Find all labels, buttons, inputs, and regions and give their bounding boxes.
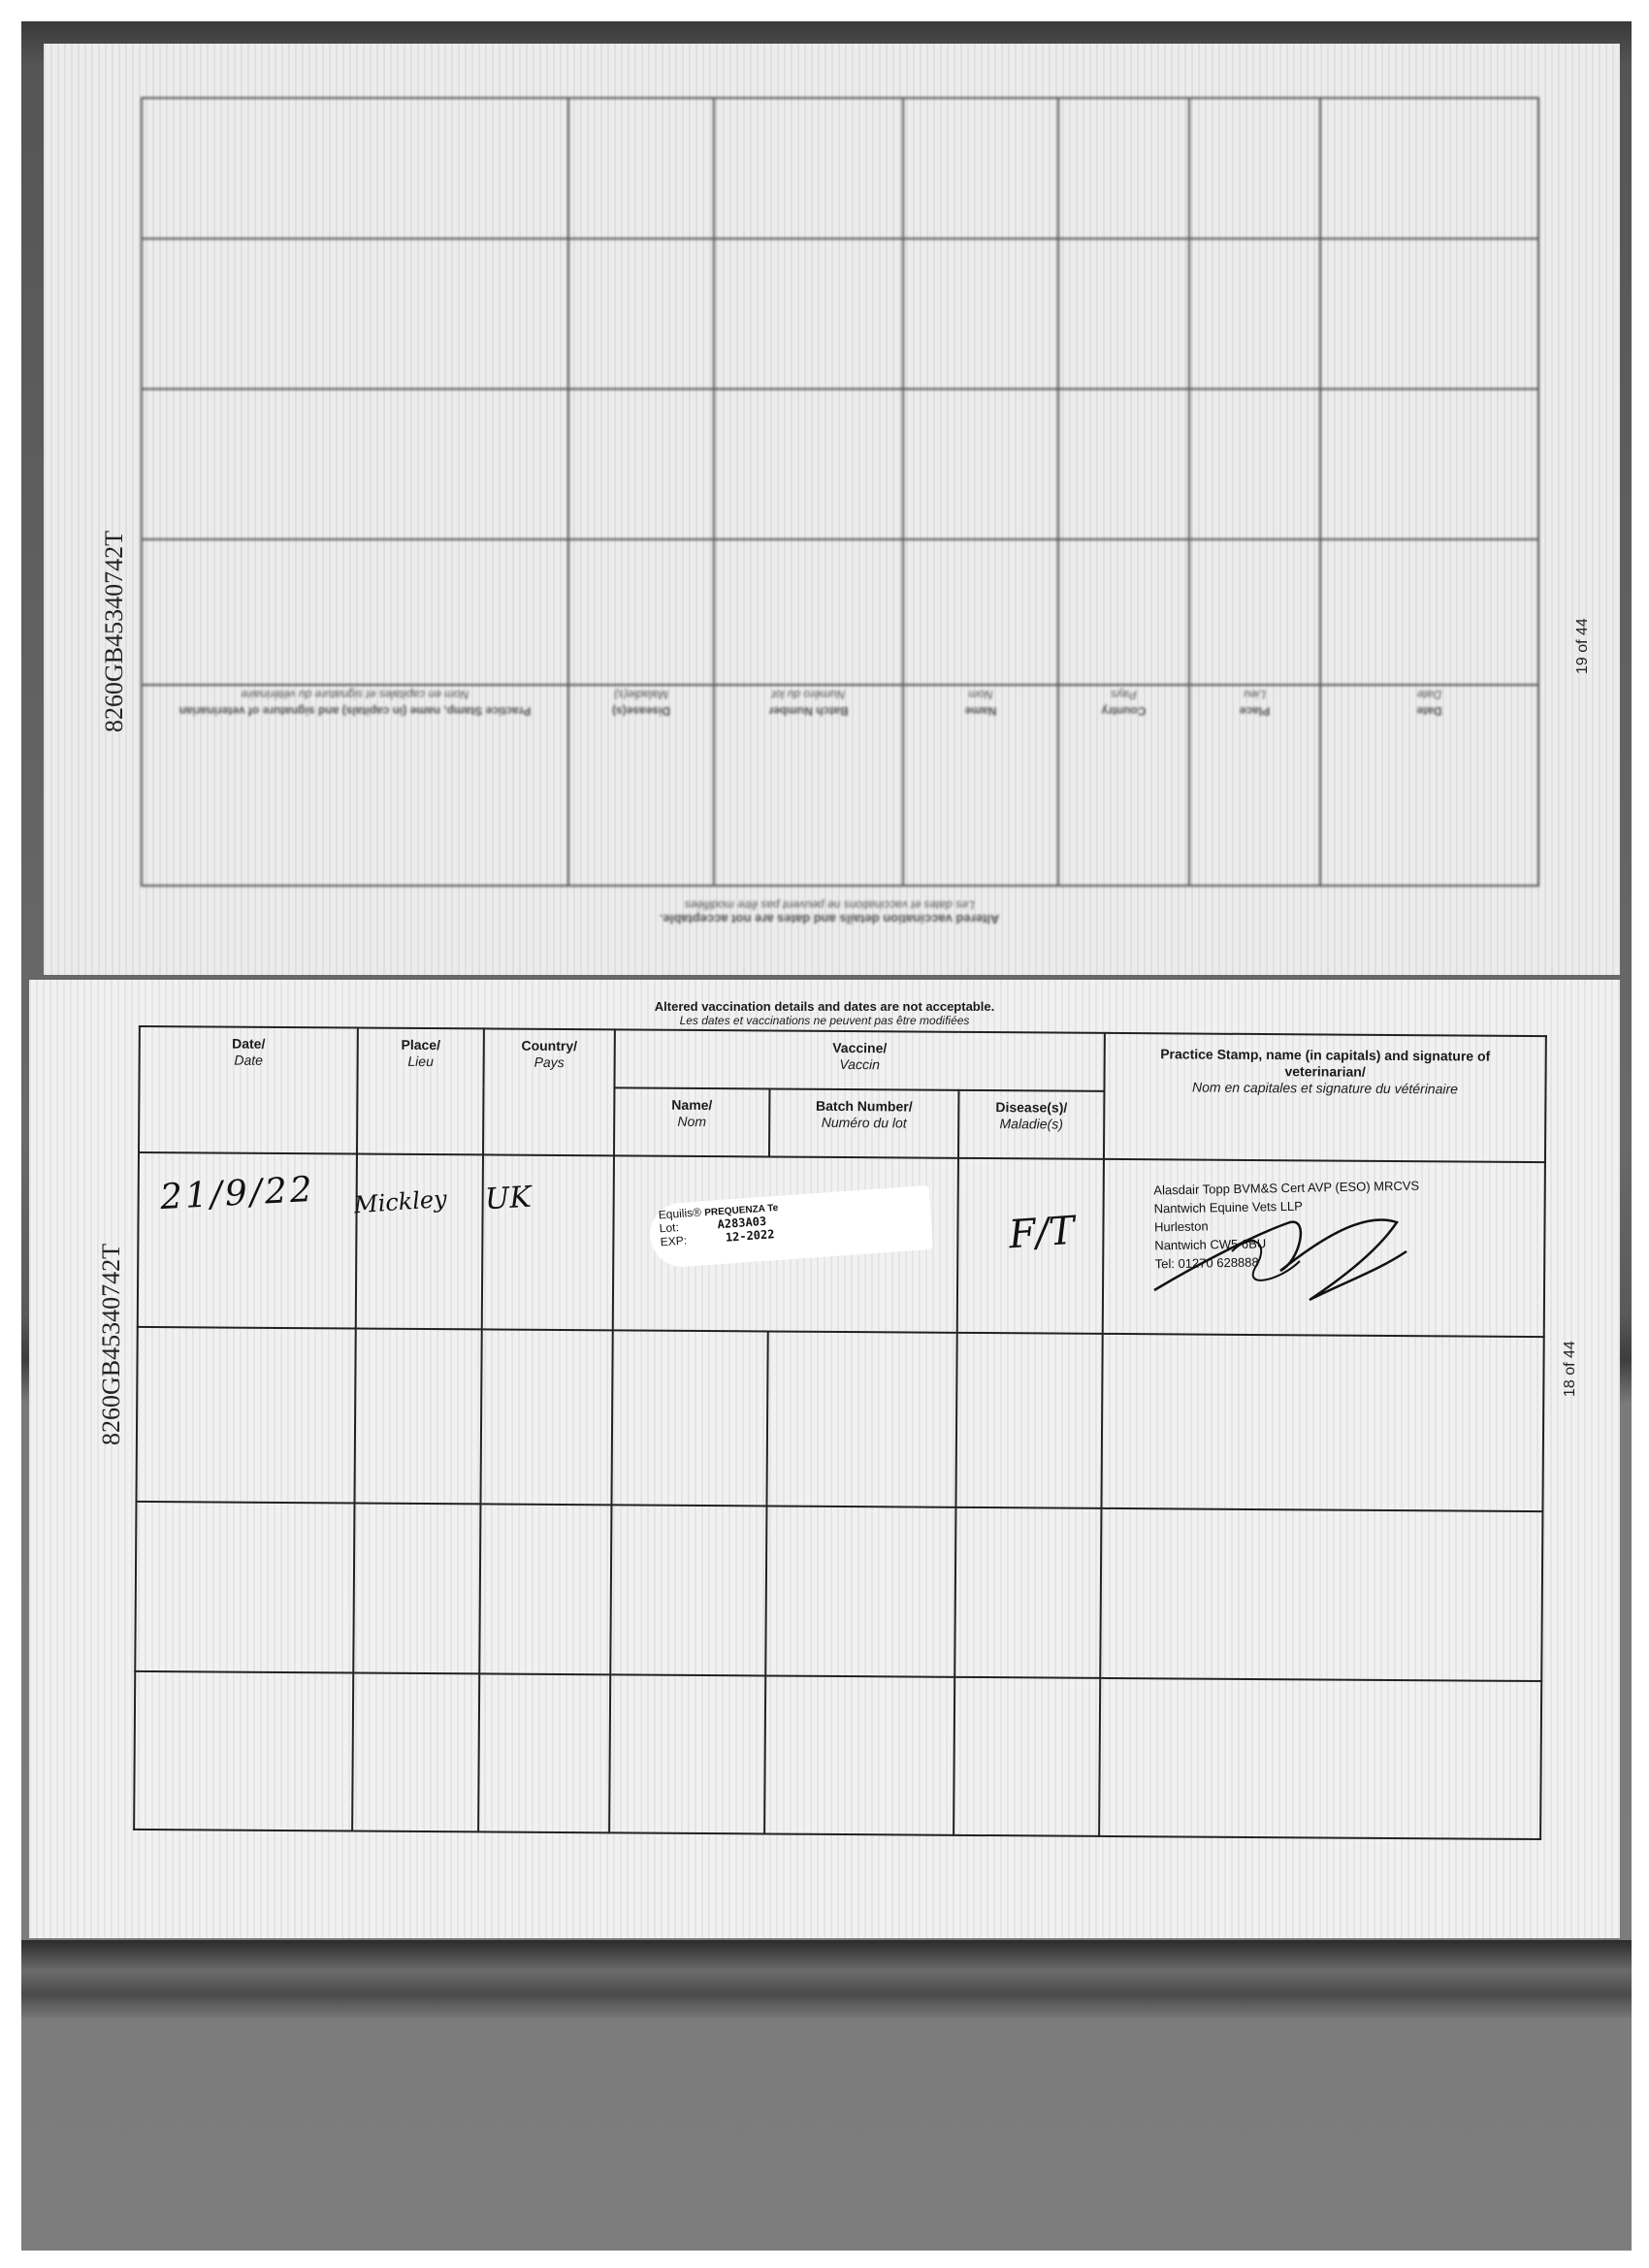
vaccine-batch-sticker: Equilis® PREQUENZA Te Lot: A283A03 EXP: 12-2022 (648, 1185, 933, 1269)
passport-page-18 (29, 980, 1620, 1938)
place-header: Place Lieu (1189, 685, 1320, 886)
alteration-notice: Altered vaccination details and dates are not acceptable. Les dates et vaccinations ne peuvent pas être modifiées (654, 999, 995, 1027)
vaccine-header: Vaccine/ Vaccin (614, 1029, 1104, 1091)
handwritten-date: 21/9/22 (159, 1169, 316, 1218)
country-header: Country Pays (1058, 685, 1189, 886)
page-number: 18 of 44 (1562, 1341, 1578, 1397)
alteration-notice-top: Altered vaccination details and dates are not acceptable. Les dates et vaccinations ne peuvent pas être modifiées (659, 898, 1000, 926)
table-row (135, 1502, 1542, 1681)
page-number: 19 of 44 (1574, 618, 1591, 674)
practice-header: Practice Stamp, name (in capitals) and signature of veterinarian Nom en capitales et signature du vétérinaire (142, 685, 568, 886)
disease-header: Disease(s)/ Maladie(s) (958, 1090, 1105, 1159)
passport-page-19 (44, 44, 1620, 975)
vaccine-product: PREQUENZA Te (703, 1202, 779, 1219)
name-header: Name Nom (903, 685, 1058, 886)
country-header: Country/ Pays (483, 1028, 615, 1155)
batch-number-header: Batch Number/ Numéro du lot (769, 1088, 958, 1157)
place-header: Place/ Lieu (357, 1028, 484, 1155)
handwritten-disease: F/T (1007, 1208, 1077, 1258)
handwritten-place: Mickley (353, 1184, 448, 1219)
entry-place-cell[interactable] (356, 1154, 483, 1330)
batch-header: Batch Number Numéro du lot (714, 685, 903, 886)
vaccine-brand: Equilis® (658, 1205, 702, 1222)
practice-header: Practice Stamp, name (in capitals) and signature of veterinarian/ Nom en capitales et signature du vétérinaire (1104, 1033, 1546, 1162)
disease-header: Disease(s) Maladie(s) (568, 685, 714, 886)
date-header: Date Date (1320, 685, 1538, 886)
passport-id: 8260GB45340742T (97, 1244, 125, 1445)
vaccine-expiry: 12-2022 (725, 1227, 775, 1245)
table-row (134, 1671, 1541, 1839)
vaccination-table-top (141, 97, 1539, 887)
date-header: Date/ Date (139, 1026, 358, 1154)
practice-stamp: Alasdair Topp BVM&S Cert AVP (ESO) MRCVS Nantwich Equine Vets LLP Hurleston Nantwich CW5 6BU Tel: 01270 628888 (1153, 1178, 1420, 1272)
veterinarian-signature (1145, 1193, 1416, 1319)
vaccination-table (133, 1025, 1547, 1840)
vaccine-name-header: Name/ Nom (614, 1087, 769, 1156)
passport-spine (21, 1940, 1632, 2018)
handwritten-country: UK (484, 1180, 533, 1217)
vaccine-lot: A283A03 (717, 1214, 767, 1232)
passport-id: 8260GB45340742T (100, 531, 128, 732)
table-row (136, 1327, 1543, 1511)
